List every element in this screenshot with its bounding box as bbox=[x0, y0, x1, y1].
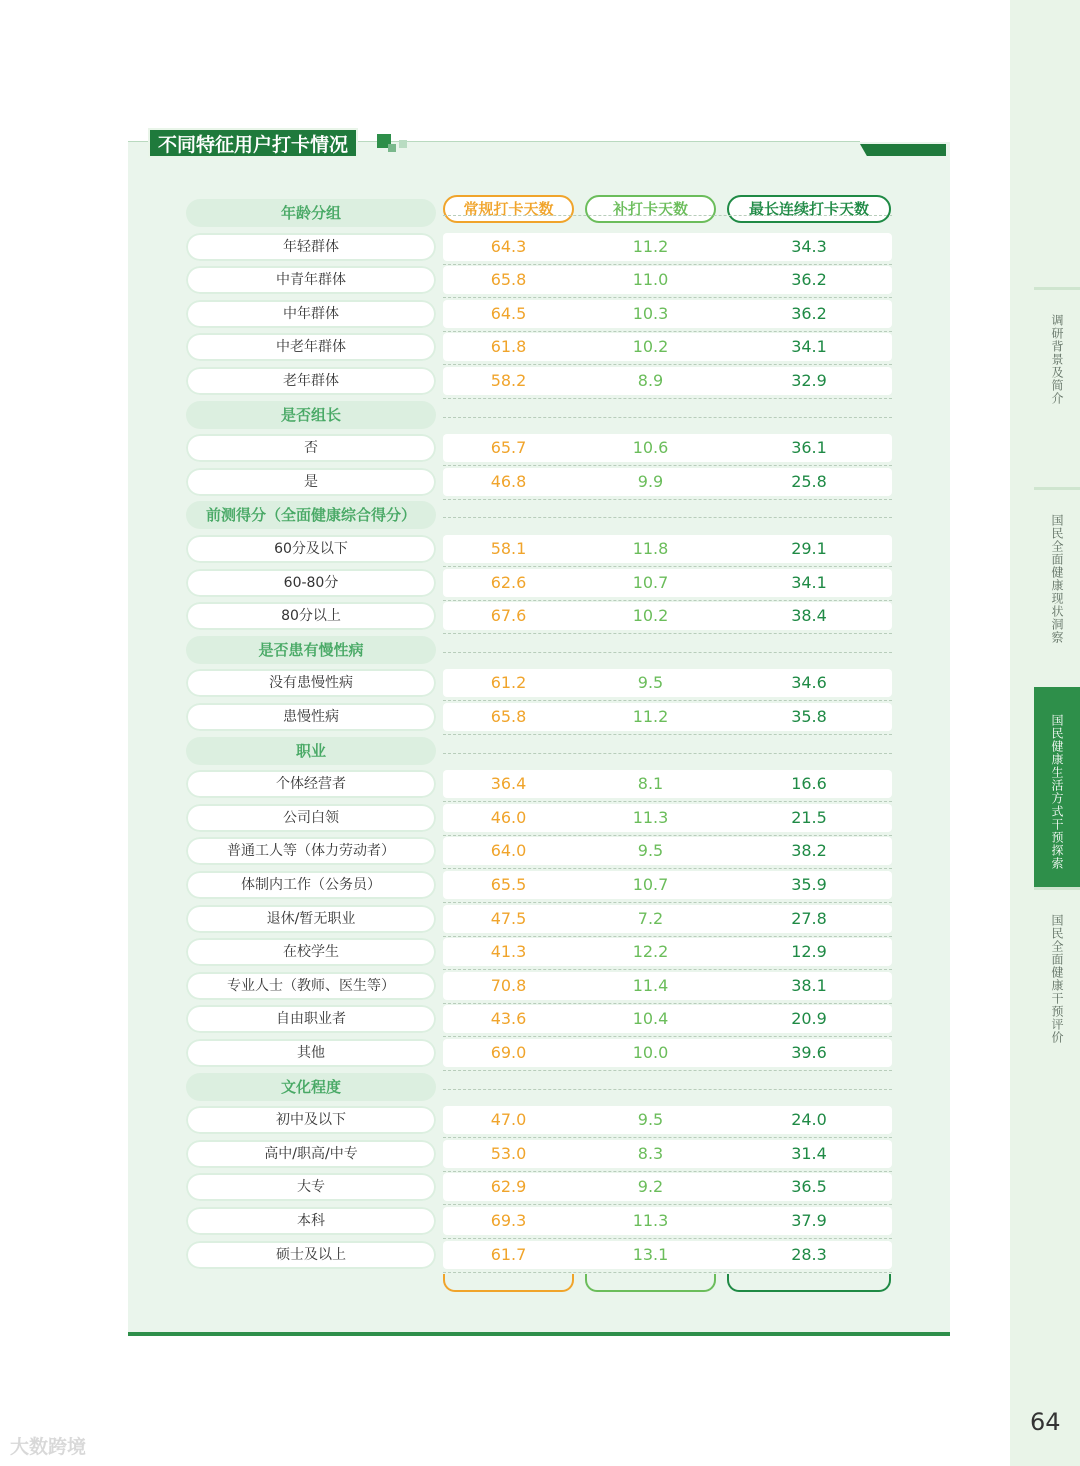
cell-makeup: 10.4 bbox=[632, 1009, 669, 1028]
row-label: 普通工人等（体力劳动者） bbox=[186, 837, 436, 865]
row-label: 年轻群体 bbox=[186, 233, 436, 261]
cell-regular: 43.6 bbox=[490, 1009, 527, 1028]
title-square-icon bbox=[399, 140, 407, 148]
cell-streak: 29.1 bbox=[791, 539, 827, 558]
row-label: 高中/职高/中专 bbox=[186, 1140, 436, 1168]
row-label: 专业人士（教师、医生等） bbox=[186, 972, 436, 1000]
cell-streak: 32.9 bbox=[791, 371, 827, 390]
row-divider bbox=[443, 1036, 892, 1037]
row-divider bbox=[443, 1238, 892, 1239]
cell-streak: 12.9 bbox=[791, 942, 827, 961]
group-heading: 文化程度 bbox=[186, 1073, 436, 1101]
cell-makeup: 10.6 bbox=[632, 438, 669, 457]
cell-regular: 47.0 bbox=[490, 1110, 527, 1129]
cell-makeup: 9.9 bbox=[637, 472, 664, 491]
cell-streak: 34.3 bbox=[791, 237, 827, 256]
cell-regular: 65.8 bbox=[490, 270, 527, 289]
watermark: 大数跨境 bbox=[10, 1436, 87, 1458]
cell-streak: 38.2 bbox=[791, 841, 827, 860]
cell-regular: 69.3 bbox=[490, 1211, 527, 1230]
cell-streak: 24.0 bbox=[791, 1110, 827, 1129]
cell-streak: 36.2 bbox=[791, 270, 827, 289]
row-label: 在校学生 bbox=[186, 938, 436, 966]
nav-tab-evaluation[interactable] bbox=[1034, 887, 1080, 1087]
nav-tab-background[interactable] bbox=[1034, 287, 1080, 487]
page-number: 64 bbox=[1030, 1408, 1061, 1436]
cell-regular: 61.7 bbox=[490, 1245, 527, 1264]
cell-makeup: 8.1 bbox=[637, 774, 664, 793]
row-label: 60-80分 bbox=[186, 569, 436, 597]
cell-regular: 58.1 bbox=[490, 539, 527, 558]
panel-corner-tab bbox=[860, 144, 946, 156]
cell-makeup: 9.5 bbox=[637, 1110, 664, 1129]
column-header-streak: 最长连续打卡天数 bbox=[727, 195, 891, 223]
row-divider bbox=[443, 465, 892, 466]
cell-regular: 65.5 bbox=[490, 875, 527, 894]
row-divider bbox=[443, 364, 892, 365]
cell-streak: 36.1 bbox=[791, 438, 827, 457]
row-divider bbox=[443, 969, 892, 970]
nav-tab-label: 国民健康生活方式干预探索 bbox=[1050, 714, 1064, 870]
column-bracket-makeup bbox=[585, 1274, 716, 1292]
row-divider bbox=[443, 936, 892, 937]
panel-title: 不同特征用户打卡情况 bbox=[148, 128, 358, 158]
cell-streak: 27.8 bbox=[791, 909, 827, 928]
cell-streak: 34.1 bbox=[791, 573, 827, 592]
row-label: 中青年群体 bbox=[186, 266, 436, 294]
row-divider bbox=[443, 1272, 892, 1273]
cell-regular: 61.8 bbox=[490, 337, 527, 356]
cell-makeup: 8.9 bbox=[637, 371, 664, 390]
cell-regular: 58.2 bbox=[490, 371, 527, 390]
row-label: 老年群体 bbox=[186, 367, 436, 395]
cell-streak: 28.3 bbox=[791, 1245, 827, 1264]
cell-regular: 65.7 bbox=[490, 438, 527, 457]
row-divider bbox=[443, 1171, 892, 1172]
row-label: 本科 bbox=[186, 1207, 436, 1235]
row-label: 其他 bbox=[186, 1039, 436, 1067]
cell-regular: 62.6 bbox=[490, 573, 527, 592]
cell-makeup: 11.8 bbox=[632, 539, 669, 558]
cell-makeup: 13.1 bbox=[632, 1245, 669, 1264]
cell-streak: 20.9 bbox=[791, 1009, 827, 1028]
group-divider bbox=[443, 1089, 892, 1090]
cell-makeup: 8.3 bbox=[637, 1144, 664, 1163]
cell-regular: 64.5 bbox=[490, 304, 527, 323]
column-bracket-regular bbox=[443, 1274, 574, 1292]
row-divider bbox=[443, 1204, 892, 1205]
row-divider bbox=[443, 331, 892, 332]
row-label: 60分及以下 bbox=[186, 535, 436, 563]
cell-streak: 34.1 bbox=[791, 337, 827, 356]
cell-streak: 16.6 bbox=[791, 774, 827, 793]
cell-regular: 61.2 bbox=[490, 673, 527, 692]
cell-makeup: 11.3 bbox=[632, 808, 669, 827]
group-heading: 是否组长 bbox=[186, 401, 436, 429]
row-divider bbox=[443, 297, 892, 298]
cell-makeup: 9.5 bbox=[637, 673, 664, 692]
column-bracket-streak bbox=[727, 1274, 891, 1292]
cell-regular: 64.3 bbox=[490, 237, 527, 256]
cell-streak: 39.6 bbox=[791, 1043, 827, 1062]
cell-streak: 35.8 bbox=[791, 707, 827, 726]
row-divider bbox=[443, 700, 892, 701]
row-divider bbox=[443, 566, 892, 567]
row-label: 是 bbox=[186, 468, 436, 496]
cell-makeup: 10.2 bbox=[632, 606, 669, 625]
cell-makeup: 10.7 bbox=[632, 573, 669, 592]
cell-makeup: 11.3 bbox=[632, 1211, 669, 1230]
title-square-icon bbox=[388, 144, 396, 152]
cell-regular: 65.8 bbox=[490, 707, 527, 726]
cell-makeup: 10.3 bbox=[632, 304, 669, 323]
cell-regular: 47.5 bbox=[490, 909, 527, 928]
row-divider bbox=[443, 264, 892, 265]
row-divider bbox=[443, 600, 892, 601]
cell-regular: 46.0 bbox=[490, 808, 527, 827]
row-divider bbox=[443, 835, 892, 836]
cell-regular: 36.4 bbox=[490, 774, 527, 793]
cell-makeup: 11.2 bbox=[632, 707, 669, 726]
cell-regular: 69.0 bbox=[490, 1043, 527, 1062]
row-divider bbox=[443, 868, 892, 869]
nav-tab-intervention[interactable] bbox=[1034, 687, 1080, 887]
row-divider bbox=[443, 902, 892, 903]
cell-makeup: 10.2 bbox=[632, 337, 669, 356]
cell-regular: 62.9 bbox=[490, 1177, 527, 1196]
row-label: 否 bbox=[186, 434, 436, 462]
cell-regular: 46.8 bbox=[490, 472, 527, 491]
cell-makeup: 7.2 bbox=[637, 909, 664, 928]
cell-streak: 36.5 bbox=[791, 1177, 827, 1196]
group-heading: 前测得分（全面健康综合得分） bbox=[186, 501, 436, 529]
column-header-makeup: 补打卡天数 bbox=[585, 195, 716, 223]
cell-streak: 36.2 bbox=[791, 304, 827, 323]
row-divider bbox=[443, 734, 892, 735]
cell-regular: 67.6 bbox=[490, 606, 527, 625]
row-divider bbox=[443, 1137, 892, 1138]
cell-streak: 34.6 bbox=[791, 673, 827, 692]
group-divider bbox=[443, 652, 892, 653]
cell-streak: 37.9 bbox=[791, 1211, 827, 1230]
row-divider bbox=[443, 499, 892, 500]
cell-streak: 31.4 bbox=[791, 1144, 827, 1163]
cell-regular: 53.0 bbox=[490, 1144, 527, 1163]
nav-tab-label: 国民全面健康干预评价 bbox=[1050, 914, 1064, 1044]
row-divider bbox=[443, 633, 892, 634]
group-divider bbox=[443, 417, 892, 418]
cell-makeup: 9.2 bbox=[637, 1177, 664, 1196]
cell-streak: 25.8 bbox=[791, 472, 827, 491]
row-divider bbox=[443, 398, 892, 399]
cell-regular: 70.8 bbox=[490, 976, 527, 995]
cell-makeup: 12.2 bbox=[632, 942, 669, 961]
cell-streak: 38.1 bbox=[791, 976, 827, 995]
row-divider bbox=[443, 801, 892, 802]
row-label: 硕士及以上 bbox=[186, 1241, 436, 1269]
row-label: 初中及以下 bbox=[186, 1106, 436, 1134]
row-label: 大专 bbox=[186, 1173, 436, 1201]
group-divider bbox=[443, 215, 892, 216]
row-label: 退休/暂无职业 bbox=[186, 905, 436, 933]
group-divider bbox=[443, 517, 892, 518]
cell-makeup: 11.4 bbox=[632, 976, 669, 995]
cell-makeup: 9.5 bbox=[637, 841, 664, 860]
cell-makeup: 11.2 bbox=[632, 237, 669, 256]
cell-regular: 41.3 bbox=[490, 942, 527, 961]
row-label: 患慢性病 bbox=[186, 703, 436, 731]
row-label: 个体经营者 bbox=[186, 770, 436, 798]
row-divider bbox=[443, 1070, 892, 1071]
group-heading: 是否患有慢性病 bbox=[186, 636, 436, 664]
row-label: 中老年群体 bbox=[186, 333, 436, 361]
group-heading: 年龄分组 bbox=[186, 199, 436, 227]
cell-makeup: 10.7 bbox=[632, 875, 669, 894]
nav-tab-label: 调研背景及简介 bbox=[1050, 314, 1064, 405]
row-divider bbox=[443, 1003, 892, 1004]
cell-streak: 38.4 bbox=[791, 606, 827, 625]
row-label: 自由职业者 bbox=[186, 1005, 436, 1033]
nav-tab-status[interactable] bbox=[1034, 487, 1080, 687]
cell-streak: 35.9 bbox=[791, 875, 827, 894]
cell-makeup: 11.0 bbox=[632, 270, 669, 289]
group-divider bbox=[443, 753, 892, 754]
nav-tab-label: 国民全面健康现状洞察 bbox=[1050, 514, 1064, 644]
row-label: 公司白领 bbox=[186, 804, 436, 832]
group-heading: 职业 bbox=[186, 737, 436, 765]
row-label: 没有患慢性病 bbox=[186, 669, 436, 697]
row-label: 80分以上 bbox=[186, 602, 436, 630]
cell-makeup: 10.0 bbox=[632, 1043, 669, 1062]
row-label: 中年群体 bbox=[186, 300, 436, 328]
row-label: 体制内工作（公务员） bbox=[186, 871, 436, 899]
column-header-regular: 常规打卡天数 bbox=[443, 195, 574, 223]
cell-streak: 21.5 bbox=[791, 808, 827, 827]
cell-regular: 64.0 bbox=[490, 841, 527, 860]
